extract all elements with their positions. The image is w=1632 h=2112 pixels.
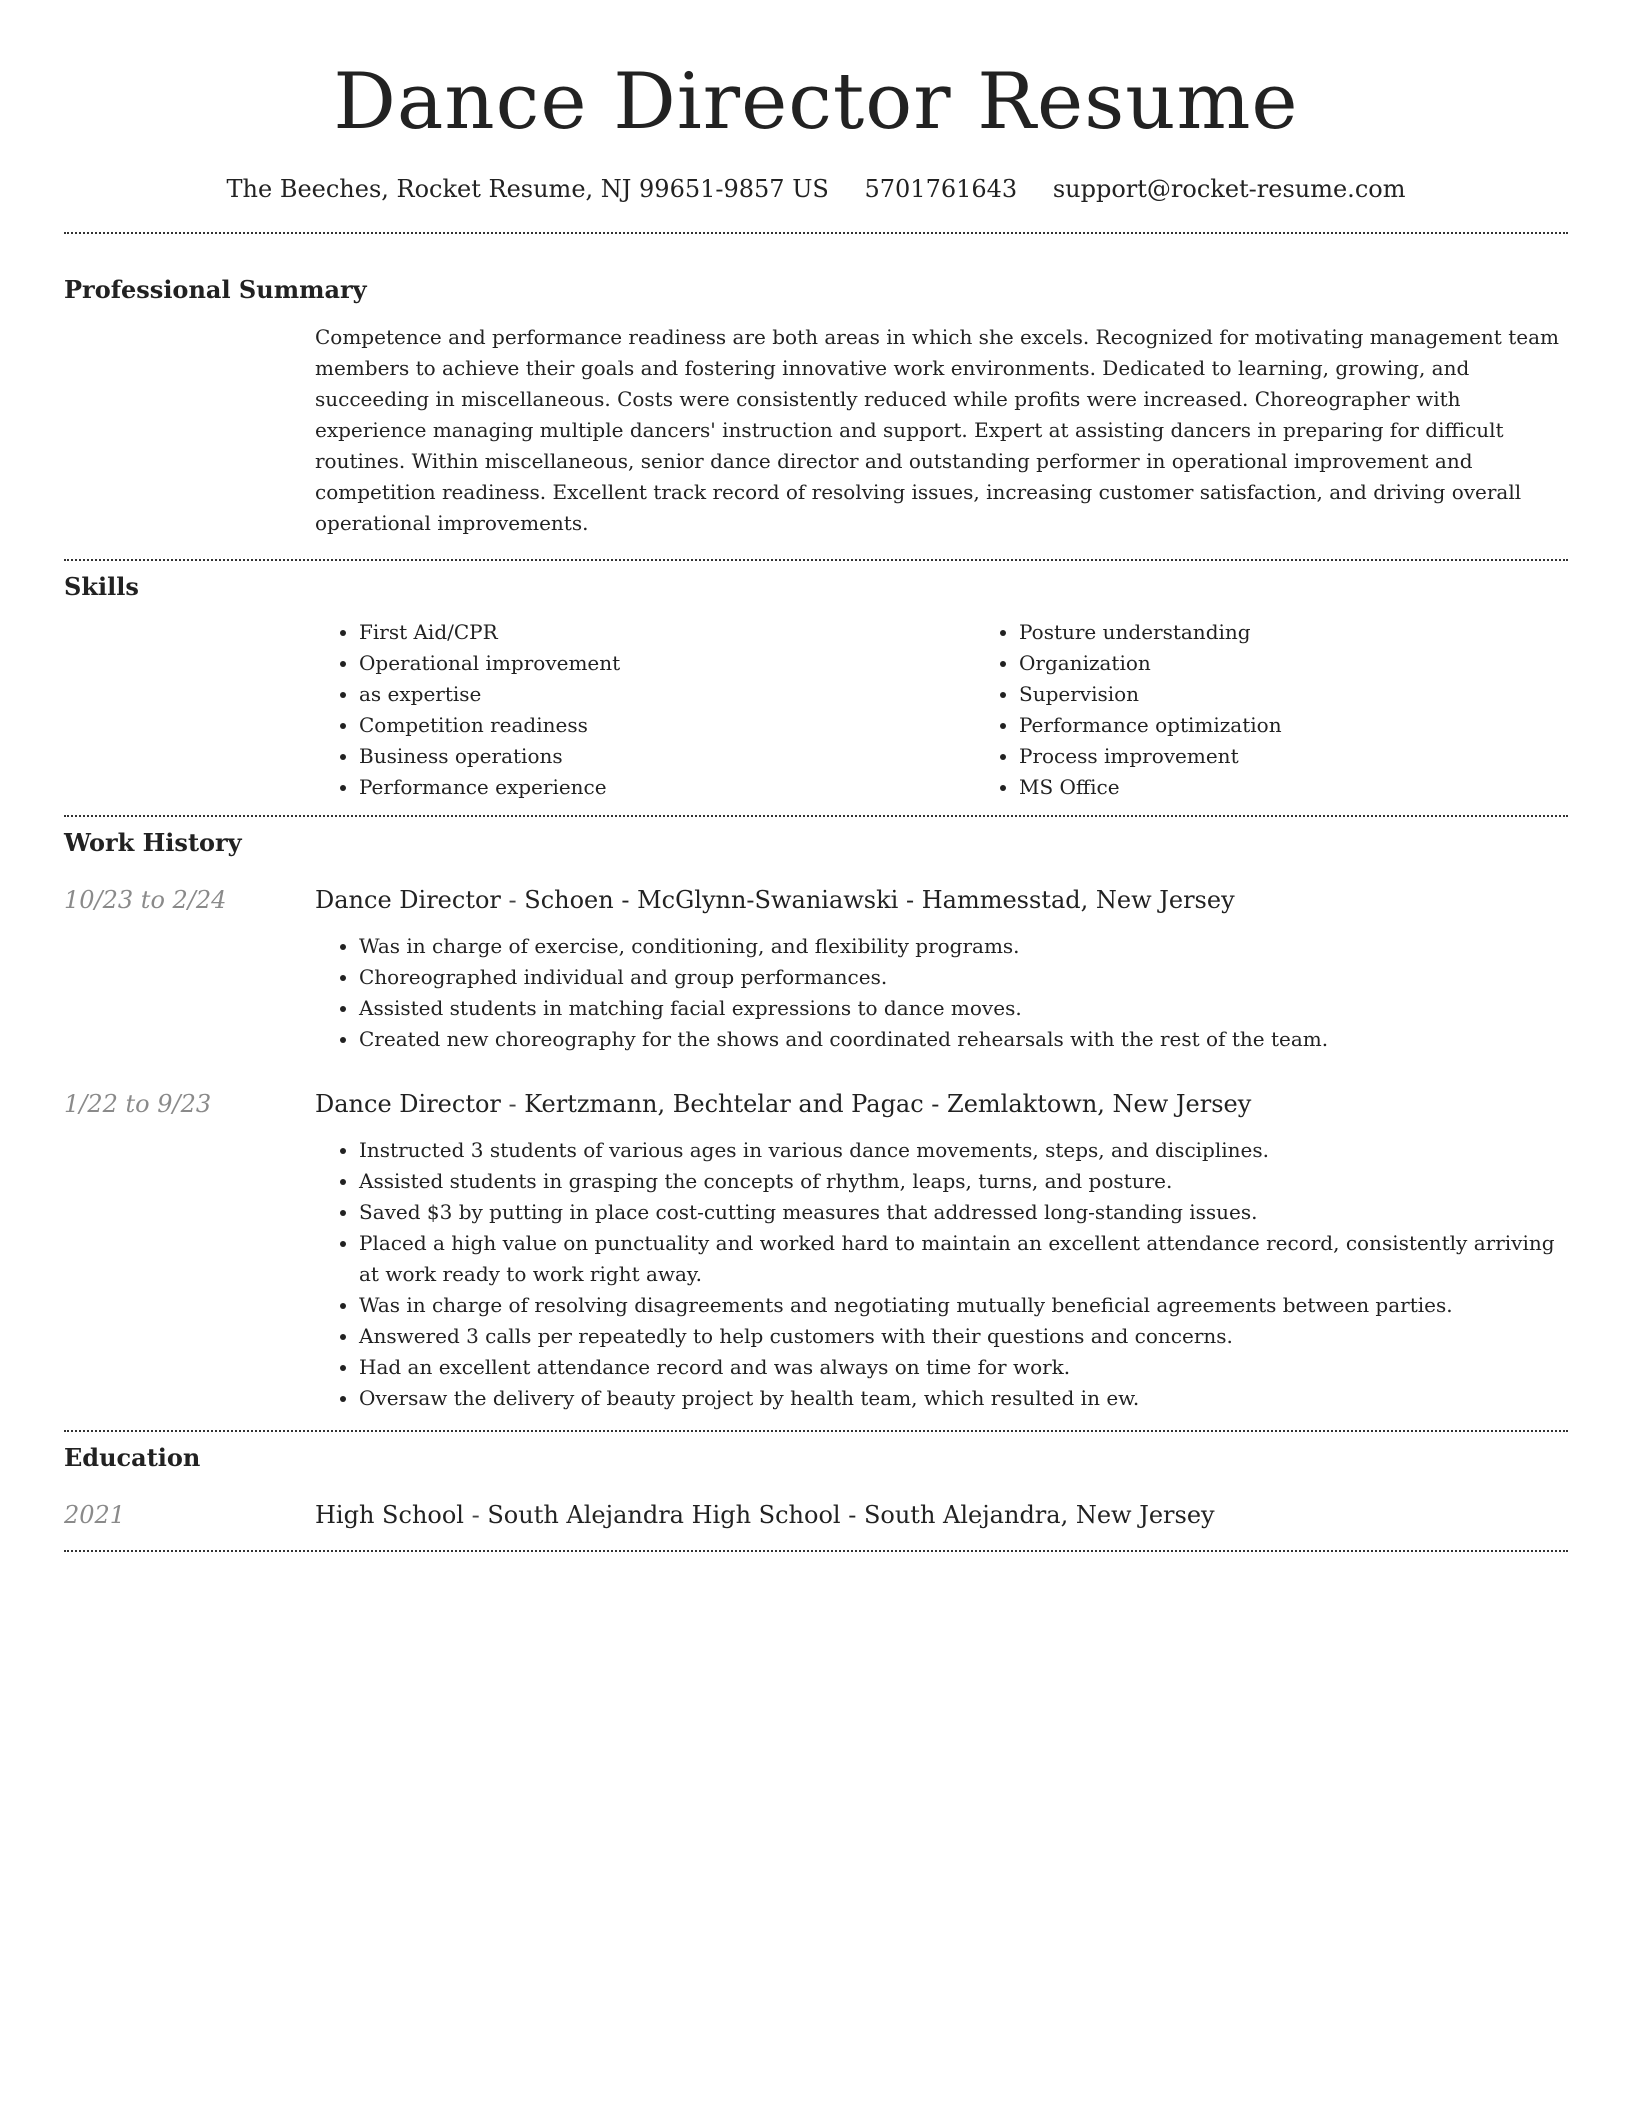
skill-item: • Posture understanding: [1019, 617, 1632, 648]
education-entry: [64, 1498, 1568, 1532]
job-bullet-list: [315, 1135, 1568, 1414]
job-bullet: • Saved $3 by putting in place cost-cutting measures that addressed long-standing issues.: [359, 1197, 1568, 1228]
education-degree: High School: [315, 1501, 464, 1529]
skill-item: • as expertise: [359, 679, 975, 710]
skills-heading: Skills: [64, 572, 139, 601]
job-bullet: • Oversaw the delivery of beauty project by health team, which resulted in ew.: [359, 1383, 1568, 1414]
job-header-row: [64, 883, 1568, 917]
work-heading: Work History: [64, 828, 242, 857]
job-role: Dance Director: [315, 886, 501, 914]
skills-spacer: [64, 617, 315, 803]
job-role: Dance Director: [315, 1090, 501, 1118]
skills-row: [64, 617, 1568, 803]
job-separator: -: [500, 886, 525, 914]
divider: [64, 1550, 1568, 1552]
job-spacer: [64, 1135, 315, 1414]
job-bullet: • Answered 3 calls per repeatedly to help customers with their questions and concerns.: [359, 1321, 1568, 1352]
job-bullet: • Was in charge of exercise, conditioning, and flexibility programs.: [359, 931, 1568, 962]
job-bullet: • Instructed 3 students of various ages in various dance movements, steps, and disciplines.: [359, 1135, 1568, 1166]
skill-item: • Operational improvement: [359, 648, 975, 679]
summary-row: [64, 322, 1568, 539]
job-title-line: [315, 1087, 1568, 1121]
skill-item: • Business operations: [359, 741, 975, 772]
education-date: 2021: [64, 1501, 126, 1529]
skill-item: • Performance experience: [359, 772, 975, 803]
divider: [64, 815, 1568, 817]
job-bullet: • Was in charge of resolving disagreements and negotiating mutually beneficial agreements between parties.: [359, 1290, 1568, 1321]
skill-item: • MS Office: [1019, 772, 1632, 803]
job-separator: -: [500, 1090, 525, 1118]
job-details: Kertzmann, Bechtelar and Pagac - Zemlaktown, New Jersey: [524, 1090, 1252, 1118]
job-entry: [64, 1087, 1568, 1414]
job-bullets-row: [64, 1135, 1568, 1414]
summary-text: Competence and performance readiness are both areas in which she excels. Recognized for motivating management team members to achieve their goals and fostering innovative work environments. Dedicated to learning, growing, and succeeding in miscellaneous. Costs were consistently reduced while profits were increased. Choreographer with experience managing multiple dancers' instruction and support. Expert at assisting dancers in preparing for difficult routines. Within miscellaneous, senior dance director and outstanding performer in operational improvement and competition readiness. Excellent track record of resolving issues, increasing customer satisfaction, and driving overall operational improvements.: [315, 325, 1559, 535]
divider: [64, 559, 1568, 561]
job-bullet: • Assisted students in matching facial expressions to dance moves.: [359, 993, 1568, 1024]
job-bullet: • Had an excellent attendance record and was always on time for work.: [359, 1352, 1568, 1383]
skill-item: • Performance optimization: [1019, 710, 1632, 741]
summary-content: [315, 322, 1568, 539]
job-spacer: [64, 931, 315, 1055]
skill-item: • Process improvement: [1019, 741, 1632, 772]
job-bullets: [315, 1135, 1568, 1414]
summary-heading: Professional Summary: [64, 275, 367, 304]
education-line: [315, 1498, 1568, 1532]
education-section: [64, 1442, 1568, 1532]
job-bullet: • Placed a high value on punctuality and worked hard to maintain an excellent attendance record, consistently arriving at work ready to work right away.: [359, 1228, 1568, 1290]
job-bullets-row: [64, 931, 1568, 1055]
skill-item: • Organization: [1019, 648, 1632, 679]
skills-list-left: [315, 617, 975, 803]
summary-spacer: [64, 322, 315, 539]
divider: [64, 232, 1568, 234]
divider: [64, 1430, 1568, 1432]
contact-email: support@rocket-resume.com: [1052, 175, 1406, 203]
contact-line: [64, 172, 1568, 206]
job-bullet-list: [315, 931, 1568, 1055]
job-bullets: [315, 931, 1568, 1055]
skills-list-right: [975, 617, 1632, 803]
summary-section: [64, 274, 1568, 539]
education-heading: Education: [64, 1443, 201, 1472]
skill-item: • First Aid/CPR: [359, 617, 975, 648]
contact-address: The Beeches, Rocket Resume, NJ 99651-9857 US: [226, 175, 829, 203]
education-details: South Alejandra High School - South Alejandra, New Jersey: [487, 1501, 1215, 1529]
job-details: Schoen - McGlynn-Swaniawski - Hammesstad, New Jersey: [524, 886, 1235, 914]
resume-title: Dance Director Resume: [333, 57, 1299, 147]
job-dates: 10/23 to 2/24: [64, 886, 227, 914]
job-bullet: • Choreographed individual and group performances.: [359, 962, 1568, 993]
job-dates: 1/22 to 9/23: [64, 1090, 212, 1118]
job-bullet: • Created new choreography for the shows and coordinated rehearsals with the rest of the team.: [359, 1024, 1568, 1055]
job-entry: [64, 883, 1568, 1055]
contact-phone: 5701761643: [864, 175, 1018, 203]
job-bullet: • Assisted students in grasping the concepts of rhythm, leaps, turns, and posture.: [359, 1166, 1568, 1197]
skills-grid: [315, 617, 1632, 803]
work-section: [64, 827, 1568, 1414]
job-header-row: [64, 1087, 1568, 1121]
job-title-line: [315, 883, 1568, 917]
skill-item: • Competition readiness: [359, 710, 975, 741]
skill-item: • Supervision: [1019, 679, 1632, 710]
skills-section: [64, 571, 1568, 803]
education-separator: -: [463, 1501, 488, 1529]
